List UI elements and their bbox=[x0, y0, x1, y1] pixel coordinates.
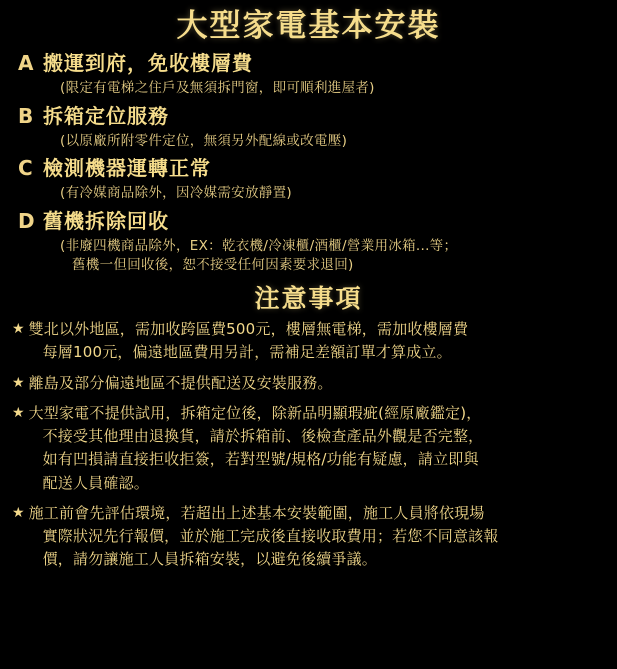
page-title: 大型家電基本安裝 bbox=[176, 8, 441, 44]
notice-line-1: 大型家電不提供試用，拆箱定位後，除新品明顯瑕疵(經原廠鑑定)， bbox=[28, 403, 482, 422]
item-note bbox=[60, 237, 607, 276]
item-heading bbox=[18, 209, 607, 234]
notice-text bbox=[29, 402, 484, 495]
install-items-list bbox=[0, 51, 617, 276]
star-icon: ★ bbox=[12, 321, 25, 337]
notice-list bbox=[0, 318, 617, 572]
item-letter: C bbox=[18, 156, 33, 181]
item-note: (以原廠所附零件定位，無須另外配線或改電壓) bbox=[60, 132, 348, 149]
notice-line-1: 離島及部分偏遠地區不提供配送及安裝服務。 bbox=[28, 373, 333, 392]
notice-line-2: 每層100元，偏遠地區費用另計，需補足差額訂單才算成立。 bbox=[42, 343, 452, 362]
star-icon: ★ bbox=[12, 404, 25, 421]
item-note-line-2: 舊機一但回收後，恕不接受任何因素要求退回) bbox=[72, 257, 354, 274]
item-title: 拆箱定位服務 bbox=[43, 103, 169, 128]
notice-text bbox=[29, 318, 469, 365]
notice-line-3: 價，請勿讓施工人員拆箱安裝，以避免後續爭議。 bbox=[42, 550, 377, 569]
notice-text bbox=[29, 372, 333, 395]
list-item bbox=[18, 156, 607, 204]
notice-line-4: 配送人員確認。 bbox=[42, 473, 149, 492]
item-letter: B bbox=[18, 103, 34, 128]
list-item bbox=[12, 502, 605, 572]
item-heading bbox=[18, 51, 607, 76]
item-note-line-1: (非廢四機商品除外，EX：乾衣機/冷凍櫃/酒櫃/營業用冰箱...等； bbox=[60, 237, 458, 254]
item-title: 檢測機器運轉正常 bbox=[43, 156, 211, 181]
notice-line-1: 施工前會先評估環境，若超出上述基本安裝範圍，施工人員將依現場 bbox=[28, 503, 485, 522]
notice-line-2: 不接受其他理由退換貨，請於拆箱前、後檢查產品外觀是否完整， bbox=[42, 427, 484, 445]
item-heading bbox=[18, 104, 607, 129]
list-item bbox=[18, 104, 607, 152]
item-letter: D bbox=[18, 208, 35, 233]
notice-line-1: 雙北以外地區，需加收跨區費500元，樓層無電梯，需加收樓層費 bbox=[28, 320, 469, 338]
notice-title: 注意事項 bbox=[254, 284, 363, 313]
star-icon: ★ bbox=[12, 374, 25, 391]
item-letter: A bbox=[18, 51, 34, 76]
list-item bbox=[12, 372, 605, 395]
list-item bbox=[18, 51, 607, 99]
notice-line-3: 如有凹損請直接拒收拒簽，若對型號/規格/功能有疑慮，請立即與 bbox=[42, 450, 479, 469]
item-title: 舊機拆除回收 bbox=[43, 208, 169, 233]
promo-page bbox=[0, 8, 617, 669]
item-note: (有冷媒商品除外，因冷媒需安放靜置) bbox=[60, 185, 292, 202]
item-note: (限定有電梯之住戶及無須拆門窗，即可順利進屋者) bbox=[60, 80, 375, 97]
list-item bbox=[12, 402, 605, 495]
star-icon: ★ bbox=[12, 504, 25, 521]
item-title: 搬運到府，免收樓層費 bbox=[43, 51, 253, 76]
item-heading bbox=[18, 156, 607, 181]
notice-line-2: 實際狀況先行報價，並於施工完成後直接收取費用；若您不同意該報 bbox=[42, 527, 499, 545]
list-item bbox=[18, 209, 607, 276]
list-item bbox=[12, 318, 605, 365]
notice-text bbox=[29, 502, 499, 572]
